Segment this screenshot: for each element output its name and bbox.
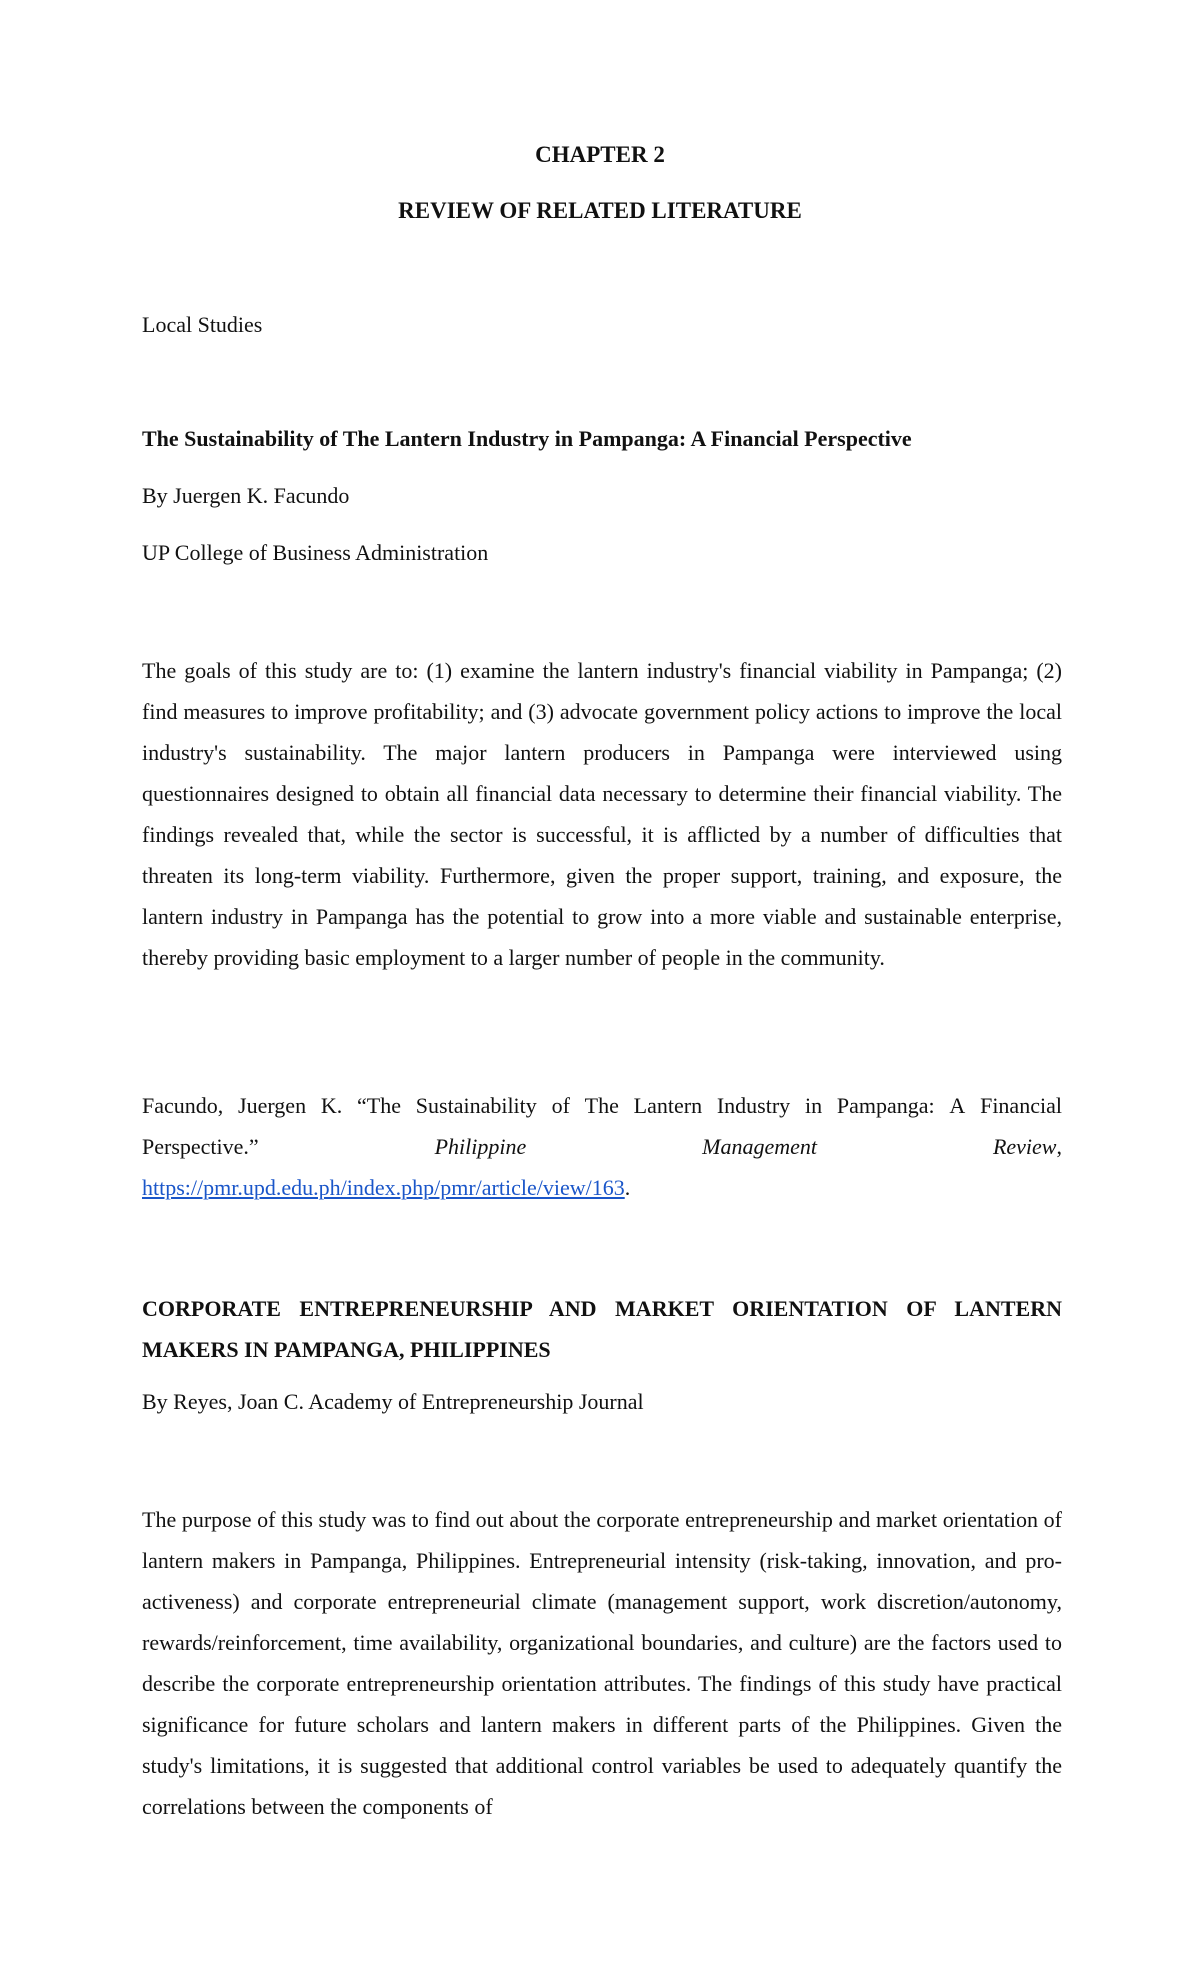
citation-word: Pampanga: <box>836 1093 935 1118</box>
study2-abstract: The purpose of this study was to find out about the corporate entrepreneurship and market orientation of lantern makers in Pampanga, Philippines. Entrepreneurial intensity (risk-taking, innovation, and pro-activeness) and corporate entrepreneurial climate (management support, work discretion/autonomy, rewards/reinforcement, time availability, organizational boundaries, and culture) are the factors used to describe the corporate entrepreneurship orientation attributes. The findings of this study have practical significance for future scholars and lantern makers in different parts of the Philippines. Given the study's limitations, it is suggested that additional control variables be used to adequately quantify the correlations between the components of <box>142 1507 1062 1819</box>
chapter-title: REVIEW OF RELATED LITERATURE <box>398 198 802 223</box>
citation-end: . <box>624 1175 631 1200</box>
citation-perspective: Perspective.” <box>142 1134 259 1159</box>
citation-word: in <box>804 1093 823 1118</box>
citation-word: Juergen <box>238 1093 307 1118</box>
citation-comma: , <box>1056 1134 1062 1159</box>
study1-author: By Juergen K. Facundo <box>142 483 350 508</box>
study1-abstract: The goals of this study are to: (1) examine the lantern industry's financial viability in Pampanga; (2) find measures to improve profitability; and (3) advocate government policy actions to improve the local industry's sustainability. The major lantern producers in Pampanga were interviewed using questionnaires designed to obtain all financial data necessary to determine their financial viability. The findings revealed that, while the sector is successful, it is afflicted by a number of difficulties that threaten its long-term viability. Furthermore, given the proper support, training, and exposure, the lantern industry in Pampanga has the potential to grow into a more viable and sustainable enterprise, thereby providing basic employment to a larger number of people in the community. <box>142 658 1062 970</box>
citation-word: The <box>584 1093 619 1118</box>
citation-line-1 <box>142 1085 1062 1126</box>
citation-word: A <box>949 1093 966 1118</box>
citation-word: Industry <box>716 1093 791 1118</box>
citation-line-2 <box>142 1126 1062 1167</box>
citation-word: Lantern <box>633 1093 703 1118</box>
citation-url-link[interactable]: https://pmr.upd.edu.ph/index.php/pmr/article/view/163 <box>142 1175 625 1200</box>
journal-word: Philippine <box>434 1134 527 1159</box>
study1-title: The Sustainability of The Lantern Industry in Pampanga: A Financial Perspective <box>142 426 912 451</box>
section-label: Local Studies <box>142 312 263 337</box>
study2-title: CORPORATE ENTREPRENEURSHIP AND MARKET ORIENTATION OF LANTERN MAKERS IN PAMPANGA, PHILIPPINES <box>142 1296 1062 1362</box>
citation-word: K. <box>320 1093 343 1118</box>
citation-word: Sustainability <box>415 1093 537 1118</box>
chapter-number: CHAPTER 2 <box>535 142 665 167</box>
journal-word: Management <box>702 1134 818 1159</box>
study1-institution: UP College of Business Administration <box>142 540 489 565</box>
study1-citation <box>142 1085 1062 1208</box>
journal-word: Review <box>992 1134 1057 1159</box>
citation-word: of <box>551 1093 570 1118</box>
citation-word: Financial <box>980 1093 1062 1118</box>
citation-word: “The <box>357 1093 401 1118</box>
citation-line-3 <box>142 1167 1062 1208</box>
citation-word: Facundo, <box>142 1093 224 1118</box>
journal-review <box>993 1126 1062 1167</box>
study2-author: By Reyes, Joan C. Academy of Entrepreneurship Journal <box>142 1389 644 1414</box>
